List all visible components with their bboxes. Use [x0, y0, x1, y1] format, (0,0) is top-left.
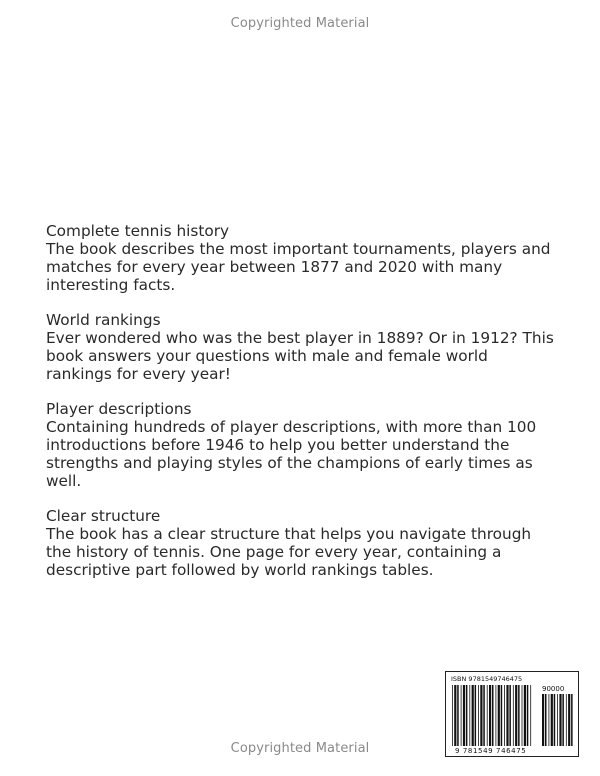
barcode-bar	[554, 694, 556, 746]
barcode-bar	[466, 685, 468, 746]
section-body: The book describes the most important tournaments, players and matches for every year between 1877 and 2020 with many interesting facts.	[46, 240, 551, 294]
copyright-watermark-top: Copyrighted Material	[230, 16, 370, 31]
section-heading: Player descriptions	[46, 400, 192, 418]
barcode-bar	[559, 694, 561, 746]
section-body: The book has a clear structure that helps you navigate through the history of tennis. One page for every year, containing a descriptive part followed by world rankings tables.	[46, 525, 532, 579]
barcode-bar	[515, 685, 517, 746]
barcode-bar	[527, 685, 529, 746]
barcode-bar	[504, 685, 505, 746]
barcode-bar	[498, 685, 500, 746]
barcode-bar	[483, 685, 485, 746]
barcode-bar	[530, 685, 531, 746]
isbn-label: ISBN 9781549746475	[451, 675, 523, 683]
barcode-bar	[457, 685, 459, 746]
barcode-bar	[461, 685, 462, 746]
barcode-bar	[566, 694, 567, 746]
barcode-bar	[463, 685, 465, 746]
barcode-bar	[480, 685, 482, 746]
barcode-bar	[452, 685, 453, 746]
barcode-bar	[562, 694, 564, 746]
section-heading: World rankings	[46, 311, 161, 329]
barcode-bar	[475, 685, 477, 746]
price-code: 90000	[542, 685, 565, 693]
barcode-bar	[557, 694, 558, 746]
barcode-bar	[489, 685, 491, 746]
section-heading: Complete tennis history	[46, 222, 230, 240]
barcode-bar	[454, 685, 456, 746]
barcode-bar	[509, 685, 511, 746]
barcode-bar	[549, 694, 550, 746]
main-barcode	[452, 685, 531, 746]
barcode-bar	[545, 694, 547, 746]
barcode-digits: 9 781549 746475	[455, 747, 527, 755]
barcode-bar	[492, 685, 494, 746]
section-body: Ever wondered who was the best player in 1889? Or in 1912? This book answers your questions with male and female world rankings for every year!	[46, 329, 554, 383]
section-body: Containing hundreds of player descriptions, with more than 100 introductions before 1946 to help you better understand the strengths and playing styles of the champions of early times as well.	[46, 418, 537, 490]
barcode-bar	[522, 685, 523, 746]
barcode-bar	[524, 685, 526, 746]
barcode-bar	[542, 694, 544, 746]
section-player-descriptions	[46, 400, 558, 490]
barcode-bar	[472, 685, 474, 746]
barcode-bar	[518, 685, 520, 746]
barcode-bar	[501, 685, 503, 746]
back-cover-description	[46, 222, 558, 596]
barcode-bar	[478, 685, 479, 746]
copyright-watermark-bottom: Copyrighted Material	[230, 741, 370, 756]
section-world-rankings	[46, 311, 558, 383]
addon-barcode	[542, 694, 573, 746]
barcode-bar	[513, 685, 514, 746]
barcode-bar	[487, 685, 488, 746]
barcode-bar	[571, 694, 573, 746]
section-clear-structure	[46, 507, 558, 579]
barcode-bar	[469, 685, 470, 746]
barcode-bar	[506, 685, 508, 746]
section-complete-tennis-history	[46, 222, 558, 294]
barcode-bar	[551, 694, 553, 746]
barcode-bar	[496, 685, 497, 746]
section-heading: Clear structure	[46, 507, 161, 525]
barcode-bar	[568, 694, 570, 746]
